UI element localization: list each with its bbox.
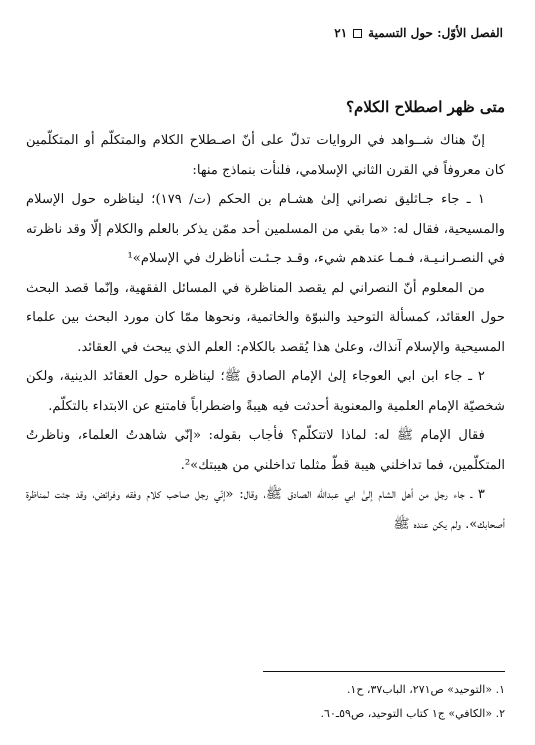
paragraph: ١ ـ جاء جـاثليق نصراني إلىٰ هشـام بن الحكم (ت/ ١٧٩)؛ ليناظره حول الإسلام والمسيحية، فقال له: «ما بقي من المسلمين أحد ممّن يذكر بالعلم والكلام إلّا وقد ناظرته في النصـرانـيـة، فـمـا عندهم شيء، وقـد جـئـت أناظرك في الإسلام»¹ <box>26 192 505 266</box>
paragraph: فقال الإمام ﷺ له: لماذا لاتتكلّم؟ فأجاب بقوله: «إنّي شاهدتُ العلماء، وناظرتُ المتكلّمين، فما تداخلني هيبة قطّ مثلما تداخلني من هيبتك»². <box>26 428 505 473</box>
footnote-divider <box>263 671 505 672</box>
footnote: ١. «التوحيد» ص٢٧١، الباب٣٧، ح١. <box>346 683 505 696</box>
paragraph: من المعلوم أنّ النصراني لم يقصد المناظرة في المسائل الفقهية، وإنّما قصد البحث حول العقائد، كمسألة التوحيد والنبوّة والخاتمية، ونحوها ممّا كان مورد البحث بين علماء المسيحية والإسلام آنذاك، وعلىٰ هذا يُقصد بالكلام: العلم الذي يبحث في العقائد. <box>26 280 505 355</box>
section-heading: متى ظهر اصطلاح الكلام؟ <box>346 98 505 116</box>
body-text <box>26 92 505 539</box>
square-ornament-icon <box>353 29 362 38</box>
header-title: الفصل الأوّل: حول التسمية <box>368 26 503 40</box>
paragraph: ٣ ـ جاء رجل من أهل الشام إلىٰ ابي عبدالله الصادق ﷺ، وقال: «إنّي رجل صاحب كلام وفقه وفرائض، وقد جئت لمناظرة أصحابك». ولم يكن عنده ﷺ <box>26 487 505 532</box>
running-header <box>32 26 503 40</box>
page-number: ٢١ <box>334 26 348 40</box>
footnote: ٢. «الكافي» ج١ كتاب التوحيد، ص٥٩ـ٦٠. <box>320 707 505 720</box>
footnotes <box>30 678 505 726</box>
paragraph: إنّ هناك شــواهد في الروايات تدلّ على أنّ اصـطلاح الكلام والمتكلّم أو المتكلّمين كان معروفاً في القرن الثاني الإسلامي، فلنأت بنماذج منها: <box>26 133 505 178</box>
paragraph: ٢ ـ جاء ابن ابي العوجاء إلىٰ الإمام الصادق ﷺ؛ ليناظره حول العقائد الدينية، ولكن شخصيّة الإمام العلمية والمعنوية أحدثت فيه هيبةً واضطراباً فامتنع عن الابتداء بالتكلّم. <box>26 369 505 414</box>
